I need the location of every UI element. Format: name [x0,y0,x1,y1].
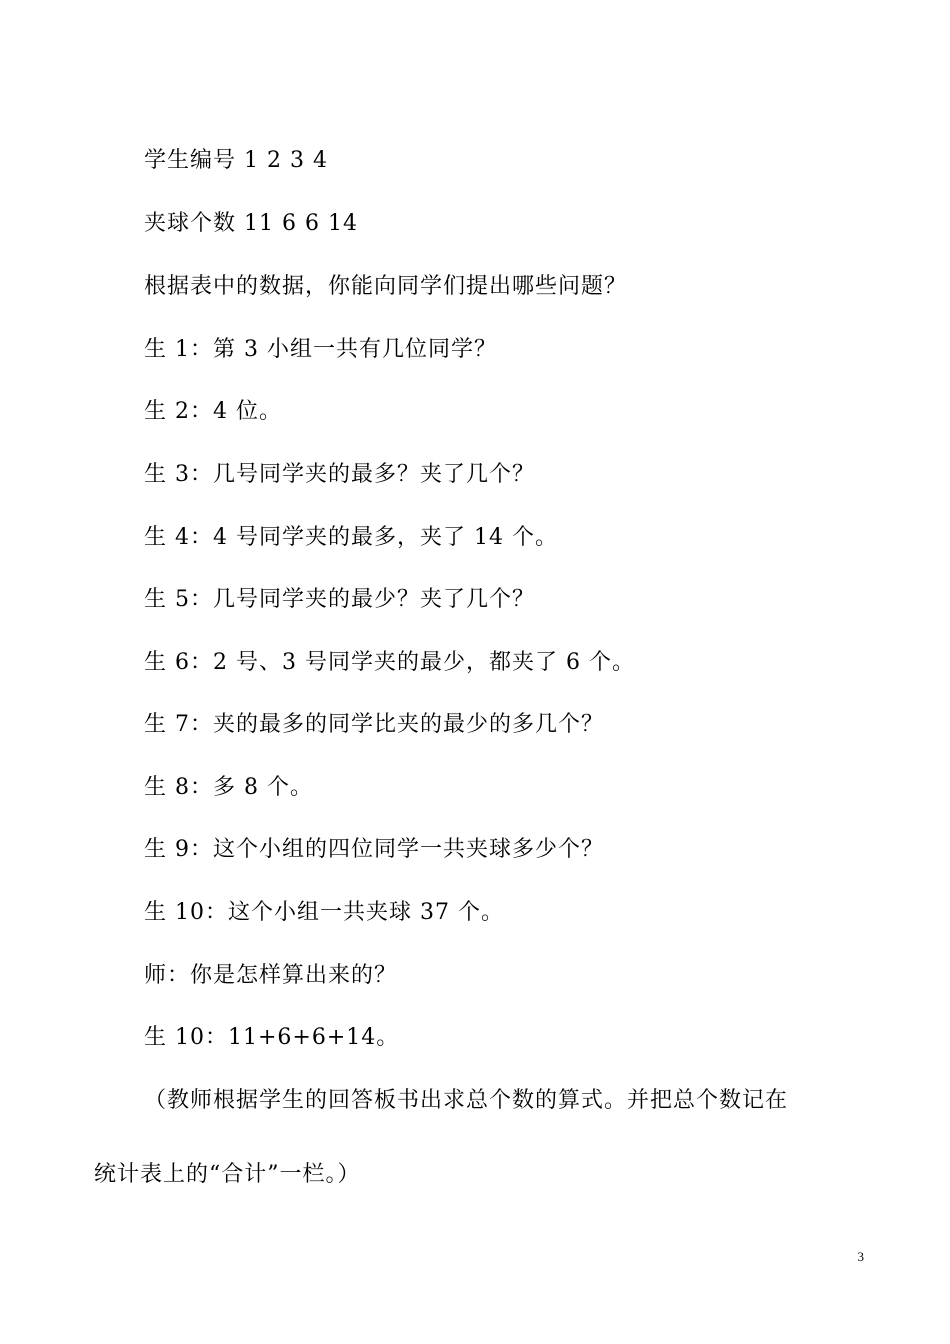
dialogue-line-2: 生 2：4 位。 [144,399,282,424]
dialogue-line-3: 生 3：几号同学夹的最多？夹了几个？ [144,462,535,487]
dialogue-line-5: 生 5：几号同学夹的最少？夹了几个？ [144,587,535,612]
dialogue-line-4: 生 4：4 号同学夹的最多，夹了 14 个。 [144,525,558,550]
dialogue-line-9: 生 9：这个小组的四位同学一共夹球多少个？ [144,837,604,862]
teacher-question-line: 师：你是怎样算出来的？ [144,963,398,988]
dialogue-line-6: 生 6：2 号、3 号同学夹的最少，都夹了 6 个。 [144,650,635,675]
teacher-note-line-1: （教师根据学生的回答板书出求总个数的算式。并把总个数记在 [144,1088,789,1113]
dialogue-line-10: 生 10：这个小组一共夹球 37 个。 [144,900,504,925]
dialogue-line-7: 生 7：夹的最多的同学比夹的最少的多几个？ [144,712,604,737]
dialogue-line-8: 生 8：多 8 个。 [144,775,313,800]
dialogue-line-11: 生 10：11+6+6+14。 [144,1025,400,1050]
teacher-note-line-2: 统计表上的“合计”一栏。） [94,1162,361,1187]
dialogue-line-1: 生 1：第 3 小组一共有几位同学？ [144,337,497,362]
question-line: 根据表中的数据，你能向同学们提出哪些问题？ [144,274,628,299]
table-header-line: 学生编号 1 2 3 4 [144,148,328,173]
table-values-line: 夹球个数 11 6 6 14 [144,211,358,236]
page-number: 3 [857,1249,864,1264]
